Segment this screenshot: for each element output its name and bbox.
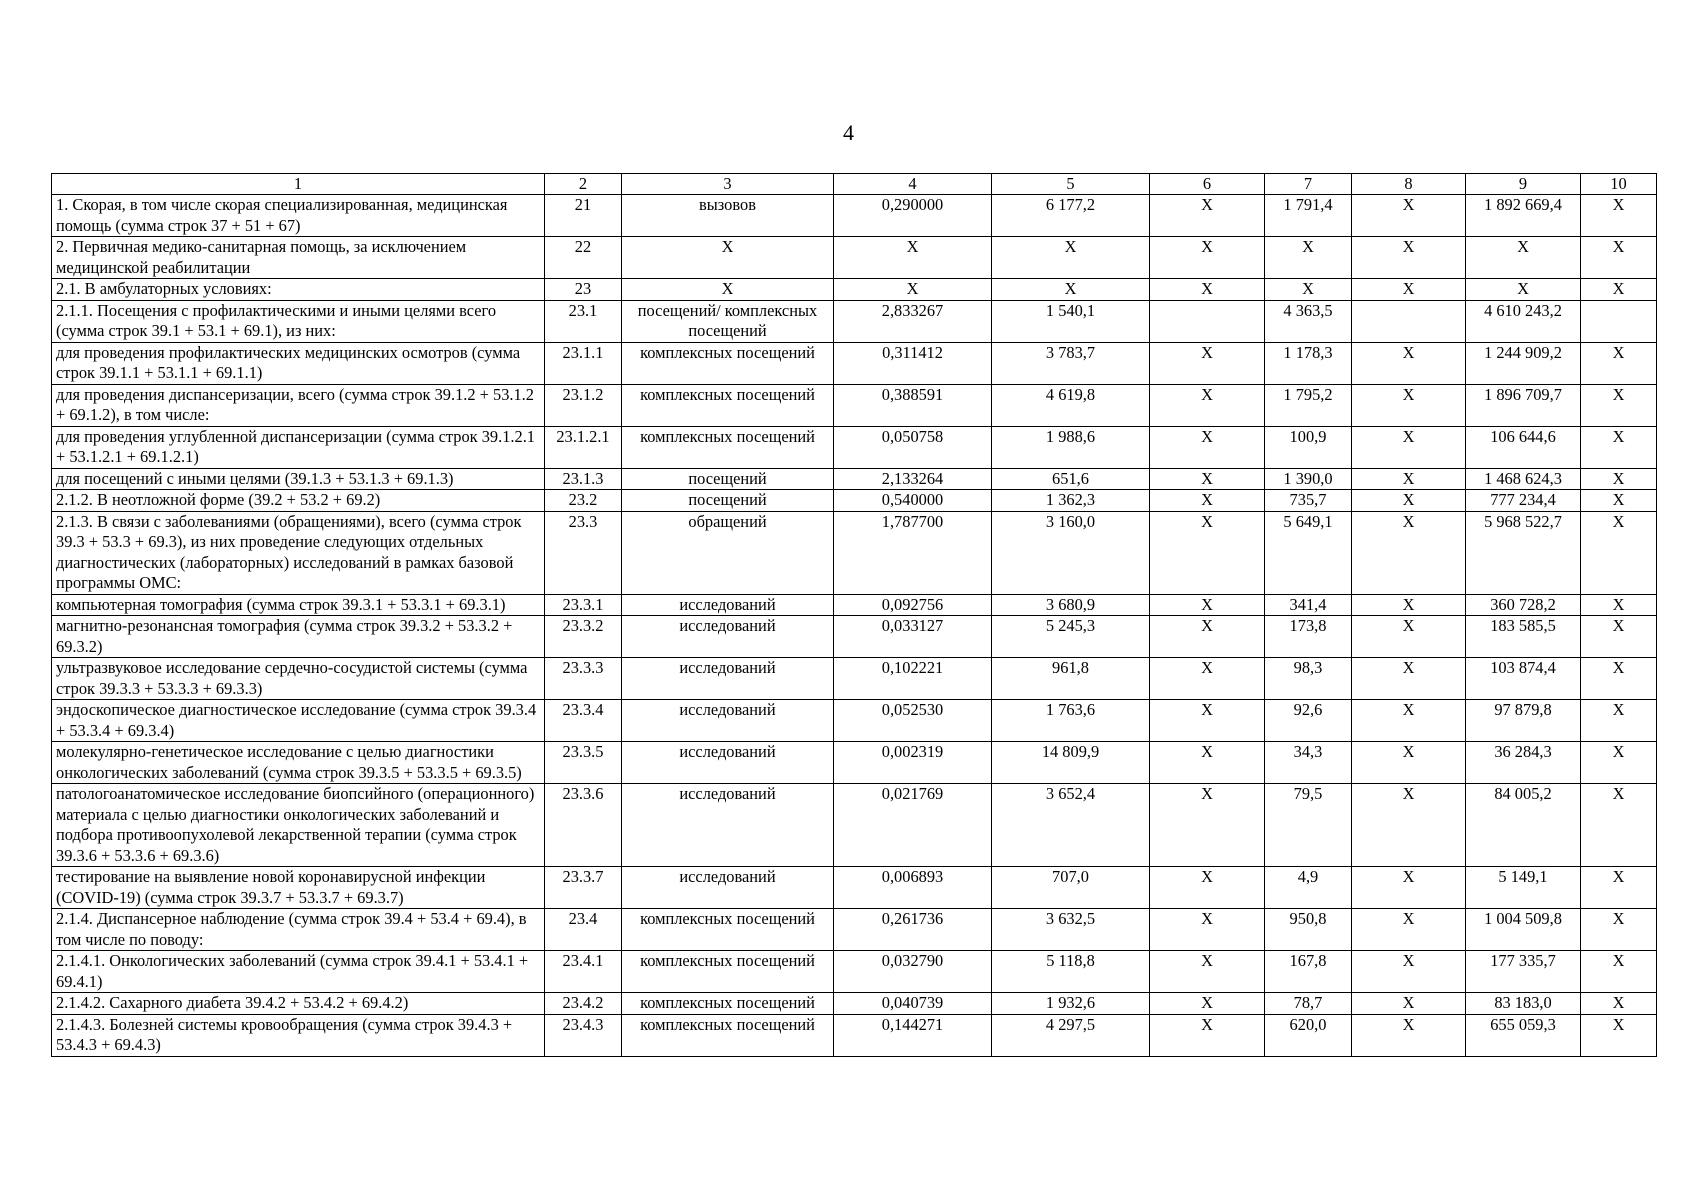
cell-unit: посещений: [622, 468, 834, 490]
column-header-1: 1: [52, 174, 545, 195]
cell-col-6: Х: [1150, 279, 1265, 301]
cell-row-code: 23.3.4: [545, 700, 622, 742]
cell-col-10: Х: [1581, 594, 1657, 616]
cell-col-6: Х: [1150, 490, 1265, 512]
cell-row-code: 23.4.3: [545, 1014, 622, 1056]
cell-standard-cost: 4 619,8: [992, 384, 1150, 426]
table-row: [52, 279, 1657, 301]
cell-standard-volume: Х: [834, 237, 992, 279]
cell-col-8: Х: [1352, 195, 1466, 237]
table-row: [52, 195, 1657, 237]
cell-col-10: Х: [1581, 784, 1657, 867]
cell-col-8: Х: [1352, 658, 1466, 700]
cell-per-capita: 98,3: [1265, 658, 1352, 700]
table-row: [52, 658, 1657, 700]
cell-per-capita: 341,4: [1265, 594, 1352, 616]
cell-col-6: Х: [1150, 742, 1265, 784]
cell-total-cost: 106 644,6: [1466, 426, 1581, 468]
cell-col-8: Х: [1352, 237, 1466, 279]
cell-standard-volume: 0,050758: [834, 426, 992, 468]
cell-col-8: Х: [1352, 700, 1466, 742]
cell-row-code: 23.1.3: [545, 468, 622, 490]
cell-total-cost: 1 244 909,2: [1466, 342, 1581, 384]
cell-per-capita: Х: [1265, 237, 1352, 279]
cell-standard-cost: 3 632,5: [992, 909, 1150, 951]
cell-description: ультразвуковое исследование сердечно-сосудистой системы (сумма строк 39.3.3 + 53.3.3 + 69.3.3): [52, 658, 545, 700]
cell-col-6: Х: [1150, 511, 1265, 594]
cell-col-8: Х: [1352, 951, 1466, 993]
cell-col-8: [1352, 300, 1466, 342]
cell-col-6: Х: [1150, 784, 1265, 867]
cell-per-capita: 173,8: [1265, 616, 1352, 658]
cell-col-6: Х: [1150, 237, 1265, 279]
cell-standard-cost: 1 763,6: [992, 700, 1150, 742]
cell-col-6: Х: [1150, 468, 1265, 490]
cell-col-8: Х: [1352, 490, 1466, 512]
cell-standard-volume: 0,006893: [834, 867, 992, 909]
cell-standard-volume: 0,144271: [834, 1014, 992, 1056]
cell-unit: вызовов: [622, 195, 834, 237]
cell-col-10: Х: [1581, 279, 1657, 301]
cell-total-cost: 1 892 669,4: [1466, 195, 1581, 237]
cell-col-10: Х: [1581, 384, 1657, 426]
cell-row-code: 23.3.6: [545, 784, 622, 867]
cell-total-cost: 5 149,1: [1466, 867, 1581, 909]
cell-unit: комплексных посещений: [622, 342, 834, 384]
cell-col-10: Х: [1581, 237, 1657, 279]
cell-col-8: Х: [1352, 909, 1466, 951]
cell-col-6: Х: [1150, 594, 1265, 616]
cell-per-capita: 78,7: [1265, 993, 1352, 1015]
table-row: [52, 951, 1657, 993]
cell-row-code: 23.1: [545, 300, 622, 342]
cell-description: 2. Первичная медико-санитарная помощь, за исключением медицинской реабилитации: [52, 237, 545, 279]
cell-description: 1. Скорая, в том числе скорая специализированная, медицинская помощь (сумма строк 37 + 51 + 67): [52, 195, 545, 237]
cell-unit: комплексных посещений: [622, 909, 834, 951]
cell-row-code: 23.1.2.1: [545, 426, 622, 468]
table-row: [52, 909, 1657, 951]
cell-standard-cost: 707,0: [992, 867, 1150, 909]
cell-col-10: Х: [1581, 993, 1657, 1015]
cell-standard-volume: 0,033127: [834, 616, 992, 658]
column-header-10: 10: [1581, 174, 1657, 195]
cell-description: патологоанатомическое исследование биопсийного (операционного) материала с целью диагностики онкологических заболеваний и подбора противоопухолевой лекарственной терапии (сумма строк 39.3.6 + 53.3.6 + 69.3.6): [52, 784, 545, 867]
cell-description: эндоскопическое диагностическое исследование (сумма строк 39.3.4 + 53.3.4 + 69.3.4): [52, 700, 545, 742]
cell-standard-cost: 1 540,1: [992, 300, 1150, 342]
table-header-row: [52, 174, 1657, 195]
cell-col-10: Х: [1581, 1014, 1657, 1056]
table-row: [52, 784, 1657, 867]
cell-col-10: Х: [1581, 195, 1657, 237]
table-row: [52, 511, 1657, 594]
cell-col-6: Х: [1150, 384, 1265, 426]
cell-col-6: Х: [1150, 426, 1265, 468]
cell-row-code: 23.3.7: [545, 867, 622, 909]
cell-description: 2.1.3. В связи с заболеваниями (обращениями), всего (сумма строк 39.3 + 53.3 + 69.3), из них проведение следующих отдельных диагностических (лабораторных) исследований в рамках базовой программы ОМС:: [52, 511, 545, 594]
cell-per-capita: 79,5: [1265, 784, 1352, 867]
cell-description: 2.1.1. Посещения с профилактическими и иными целями всего (сумма строк 39.1 + 53.1 + 69.1), из них:: [52, 300, 545, 342]
cell-standard-cost: 4 297,5: [992, 1014, 1150, 1056]
cell-unit: комплексных посещений: [622, 1014, 834, 1056]
cell-col-10: Х: [1581, 426, 1657, 468]
cell-row-code: 23.4: [545, 909, 622, 951]
cell-standard-cost: 3 783,7: [992, 342, 1150, 384]
cell-col-10: Х: [1581, 700, 1657, 742]
cell-col-10: Х: [1581, 490, 1657, 512]
cell-col-8: Х: [1352, 426, 1466, 468]
cell-col-6: Х: [1150, 616, 1265, 658]
cell-description: 2.1.4.3. Болезней системы кровообращения (сумма строк 39.4.3 + 53.4.3 + 69.4.3): [52, 1014, 545, 1056]
cell-standard-volume: 0,290000: [834, 195, 992, 237]
cell-standard-cost: 6 177,2: [992, 195, 1150, 237]
cell-unit: исследований: [622, 742, 834, 784]
cell-row-code: 22: [545, 237, 622, 279]
cell-col-8: Х: [1352, 1014, 1466, 1056]
cell-row-code: 23.3.2: [545, 616, 622, 658]
cell-unit: комплексных посещений: [622, 384, 834, 426]
cell-description: для проведения углубленной диспансеризации (сумма строк 39.1.2.1 + 53.1.2.1 + 69.1.2.1): [52, 426, 545, 468]
cell-standard-volume: 0,540000: [834, 490, 992, 512]
cell-total-cost: 103 874,4: [1466, 658, 1581, 700]
cell-total-cost: 1 004 509,8: [1466, 909, 1581, 951]
cell-col-8: Х: [1352, 594, 1466, 616]
cell-unit: комплексных посещений: [622, 426, 834, 468]
cell-standard-cost: Х: [992, 279, 1150, 301]
page-number: 4: [843, 120, 854, 145]
cell-unit: исследований: [622, 616, 834, 658]
cell-standard-volume: Х: [834, 279, 992, 301]
column-header-7: 7: [1265, 174, 1352, 195]
table-row: [52, 384, 1657, 426]
cell-standard-volume: 0,002319: [834, 742, 992, 784]
cell-standard-cost: 1 932,6: [992, 993, 1150, 1015]
cell-total-cost: 5 968 522,7: [1466, 511, 1581, 594]
cell-col-10: Х: [1581, 468, 1657, 490]
cell-col-8: Х: [1352, 279, 1466, 301]
cell-standard-cost: 961,8: [992, 658, 1150, 700]
cell-unit: исследований: [622, 594, 834, 616]
cell-col-10: Х: [1581, 742, 1657, 784]
cell-per-capita: 1 390,0: [1265, 468, 1352, 490]
cell-description: 2.1.4. Диспансерное наблюдение (сумма строк 39.4 + 53.4 + 69.4), в том числе по поводу:: [52, 909, 545, 951]
cell-row-code: 23.1.2: [545, 384, 622, 426]
cell-col-10: Х: [1581, 511, 1657, 594]
table-body: [52, 195, 1657, 1057]
table-row: [52, 867, 1657, 909]
cell-standard-cost: 3 680,9: [992, 594, 1150, 616]
cell-description: 2.1.4.1. Онкологических заболеваний (сумма строк 39.4.1 + 53.4.1 + 69.4.1): [52, 951, 545, 993]
cell-standard-cost: 3 652,4: [992, 784, 1150, 867]
cell-standard-volume: 0,052530: [834, 700, 992, 742]
cell-col-6: Х: [1150, 700, 1265, 742]
cell-standard-cost: 5 118,8: [992, 951, 1150, 993]
cell-standard-cost: Х: [992, 237, 1150, 279]
table-row: [52, 594, 1657, 616]
cell-unit: Х: [622, 237, 834, 279]
cell-description: 2.1. В амбулаторных условиях:: [52, 279, 545, 301]
cell-per-capita: 4 363,5: [1265, 300, 1352, 342]
cell-total-cost: 83 183,0: [1466, 993, 1581, 1015]
table-row: [52, 426, 1657, 468]
cell-description: тестирование на выявление новой коронавирусной инфекции (COVID-19) (сумма строк 39.3.7 + 53.3.7 + 69.3.7): [52, 867, 545, 909]
table-row: [52, 1014, 1657, 1056]
cell-total-cost: 84 005,2: [1466, 784, 1581, 867]
cell-row-code: 23.4.1: [545, 951, 622, 993]
cell-total-cost: 36 284,3: [1466, 742, 1581, 784]
cell-standard-cost: 5 245,3: [992, 616, 1150, 658]
cell-per-capita: Х: [1265, 279, 1352, 301]
cell-description: компьютерная томография (сумма строк 39.3.1 + 53.3.1 + 69.3.1): [52, 594, 545, 616]
cell-standard-volume: 0,092756: [834, 594, 992, 616]
cell-per-capita: 167,8: [1265, 951, 1352, 993]
cell-standard-volume: 2,133264: [834, 468, 992, 490]
cell-unit: Х: [622, 279, 834, 301]
column-header-3: 3: [622, 174, 834, 195]
cell-col-10: [1581, 300, 1657, 342]
cell-col-6: Х: [1150, 993, 1265, 1015]
cell-standard-volume: 0,261736: [834, 909, 992, 951]
cell-per-capita: 1 178,3: [1265, 342, 1352, 384]
cell-col-8: Х: [1352, 511, 1466, 594]
cell-standard-cost: 1 988,6: [992, 426, 1150, 468]
cell-total-cost: 1 896 709,7: [1466, 384, 1581, 426]
data-table: [51, 173, 1657, 1057]
cell-per-capita: 92,6: [1265, 700, 1352, 742]
cell-total-cost: 777 234,4: [1466, 490, 1581, 512]
cell-row-code: 23.3.3: [545, 658, 622, 700]
cell-col-8: Х: [1352, 993, 1466, 1015]
column-header-4: 4: [834, 174, 992, 195]
cell-row-code: 23.3: [545, 511, 622, 594]
cell-standard-volume: 0,032790: [834, 951, 992, 993]
cell-standard-cost: 14 809,9: [992, 742, 1150, 784]
cell-per-capita: 100,9: [1265, 426, 1352, 468]
cell-per-capita: 950,8: [1265, 909, 1352, 951]
cell-col-6: Х: [1150, 195, 1265, 237]
cell-total-cost: 183 585,5: [1466, 616, 1581, 658]
cell-col-6: Х: [1150, 909, 1265, 951]
cell-row-code: 23.2: [545, 490, 622, 512]
cell-col-10: Х: [1581, 909, 1657, 951]
cell-standard-volume: 1,787700: [834, 511, 992, 594]
cell-col-6: [1150, 300, 1265, 342]
cell-col-8: Х: [1352, 784, 1466, 867]
cell-unit: исследований: [622, 658, 834, 700]
table-row: [52, 742, 1657, 784]
cell-total-cost: 360 728,2: [1466, 594, 1581, 616]
cell-col-6: Х: [1150, 658, 1265, 700]
cell-row-code: 23.4.2: [545, 993, 622, 1015]
cell-unit: обращений: [622, 511, 834, 594]
cell-col-10: Х: [1581, 951, 1657, 993]
cell-row-code: 21: [545, 195, 622, 237]
cell-standard-volume: 0,021769: [834, 784, 992, 867]
cell-unit: посещений: [622, 490, 834, 512]
cell-standard-cost: 3 160,0: [992, 511, 1150, 594]
cell-col-8: Х: [1352, 742, 1466, 784]
cell-description: молекулярно-генетическое исследование с целью диагностики онкологических заболеваний (сумма строк 39.3.5 + 53.3.5 + 69.3.5): [52, 742, 545, 784]
cell-unit: исследований: [622, 784, 834, 867]
cell-col-8: Х: [1352, 867, 1466, 909]
cell-col-6: Х: [1150, 1014, 1265, 1056]
cell-total-cost: 97 879,8: [1466, 700, 1581, 742]
cell-per-capita: 34,3: [1265, 742, 1352, 784]
column-header-5: 5: [992, 174, 1150, 195]
cell-row-code: 23.3.5: [545, 742, 622, 784]
cell-total-cost: 655 059,3: [1466, 1014, 1581, 1056]
cell-col-10: Х: [1581, 616, 1657, 658]
cell-unit: комплексных посещений: [622, 951, 834, 993]
column-header-6: 6: [1150, 174, 1265, 195]
cell-per-capita: 5 649,1: [1265, 511, 1352, 594]
cell-unit: исследований: [622, 867, 834, 909]
cell-row-code: 23.1.1: [545, 342, 622, 384]
table-row: [52, 342, 1657, 384]
cell-per-capita: 1 795,2: [1265, 384, 1352, 426]
cell-description: для проведения профилактических медицинских осмотров (сумма строк 39.1.1 + 53.1.1 + 69.1.1): [52, 342, 545, 384]
cell-standard-volume: 2,833267: [834, 300, 992, 342]
cell-standard-cost: 651,6: [992, 468, 1150, 490]
cell-col-6: Х: [1150, 867, 1265, 909]
cell-description: 2.1.2. В неотложной форме (39.2 + 53.2 + 69.2): [52, 490, 545, 512]
cell-standard-volume: 0,311412: [834, 342, 992, 384]
cell-col-6: Х: [1150, 951, 1265, 993]
cell-col-8: Х: [1352, 342, 1466, 384]
cell-description: магнитно-резонансная томография (сумма строк 39.3.2 + 53.3.2 + 69.3.2): [52, 616, 545, 658]
cell-total-cost: Х: [1466, 237, 1581, 279]
cell-col-8: Х: [1352, 468, 1466, 490]
cell-col-6: Х: [1150, 342, 1265, 384]
cell-col-8: Х: [1352, 616, 1466, 658]
cell-unit: исследований: [622, 700, 834, 742]
cell-standard-volume: 0,040739: [834, 993, 992, 1015]
table-row: [52, 616, 1657, 658]
cell-col-10: Х: [1581, 342, 1657, 384]
cell-per-capita: 735,7: [1265, 490, 1352, 512]
cell-per-capita: 4,9: [1265, 867, 1352, 909]
cell-unit: комплексных посещений: [622, 993, 834, 1015]
table-row: [52, 700, 1657, 742]
table-row: [52, 468, 1657, 490]
cell-row-code: 23: [545, 279, 622, 301]
cell-col-8: Х: [1352, 384, 1466, 426]
cell-description: 2.1.4.2. Сахарного диабета 39.4.2 + 53.4.2 + 69.4.2): [52, 993, 545, 1015]
table-row: [52, 300, 1657, 342]
cell-total-cost: 177 335,7: [1466, 951, 1581, 993]
cell-col-10: Х: [1581, 867, 1657, 909]
cell-per-capita: 620,0: [1265, 1014, 1352, 1056]
column-header-9: 9: [1466, 174, 1581, 195]
column-header-2: 2: [545, 174, 622, 195]
cell-standard-volume: 0,102221: [834, 658, 992, 700]
cell-row-code: 23.3.1: [545, 594, 622, 616]
cell-description: для посещений с иными целями (39.1.3 + 53.1.3 + 69.1.3): [52, 468, 545, 490]
cell-standard-volume: 0,388591: [834, 384, 992, 426]
table-row: [52, 490, 1657, 512]
cell-standard-cost: 1 362,3: [992, 490, 1150, 512]
cell-total-cost: 1 468 624,3: [1466, 468, 1581, 490]
cell-total-cost: 4 610 243,2: [1466, 300, 1581, 342]
cell-description: для проведения диспансеризации, всего (сумма строк 39.1.2 + 53.1.2 + 69.1.2), в том числе:: [52, 384, 545, 426]
table-row: [52, 993, 1657, 1015]
cell-total-cost: Х: [1466, 279, 1581, 301]
cell-unit: посещений/ комплексных посещений: [622, 300, 834, 342]
cell-per-capita: 1 791,4: [1265, 195, 1352, 237]
table-row: [52, 237, 1657, 279]
column-header-8: 8: [1352, 174, 1466, 195]
cell-col-10: Х: [1581, 658, 1657, 700]
